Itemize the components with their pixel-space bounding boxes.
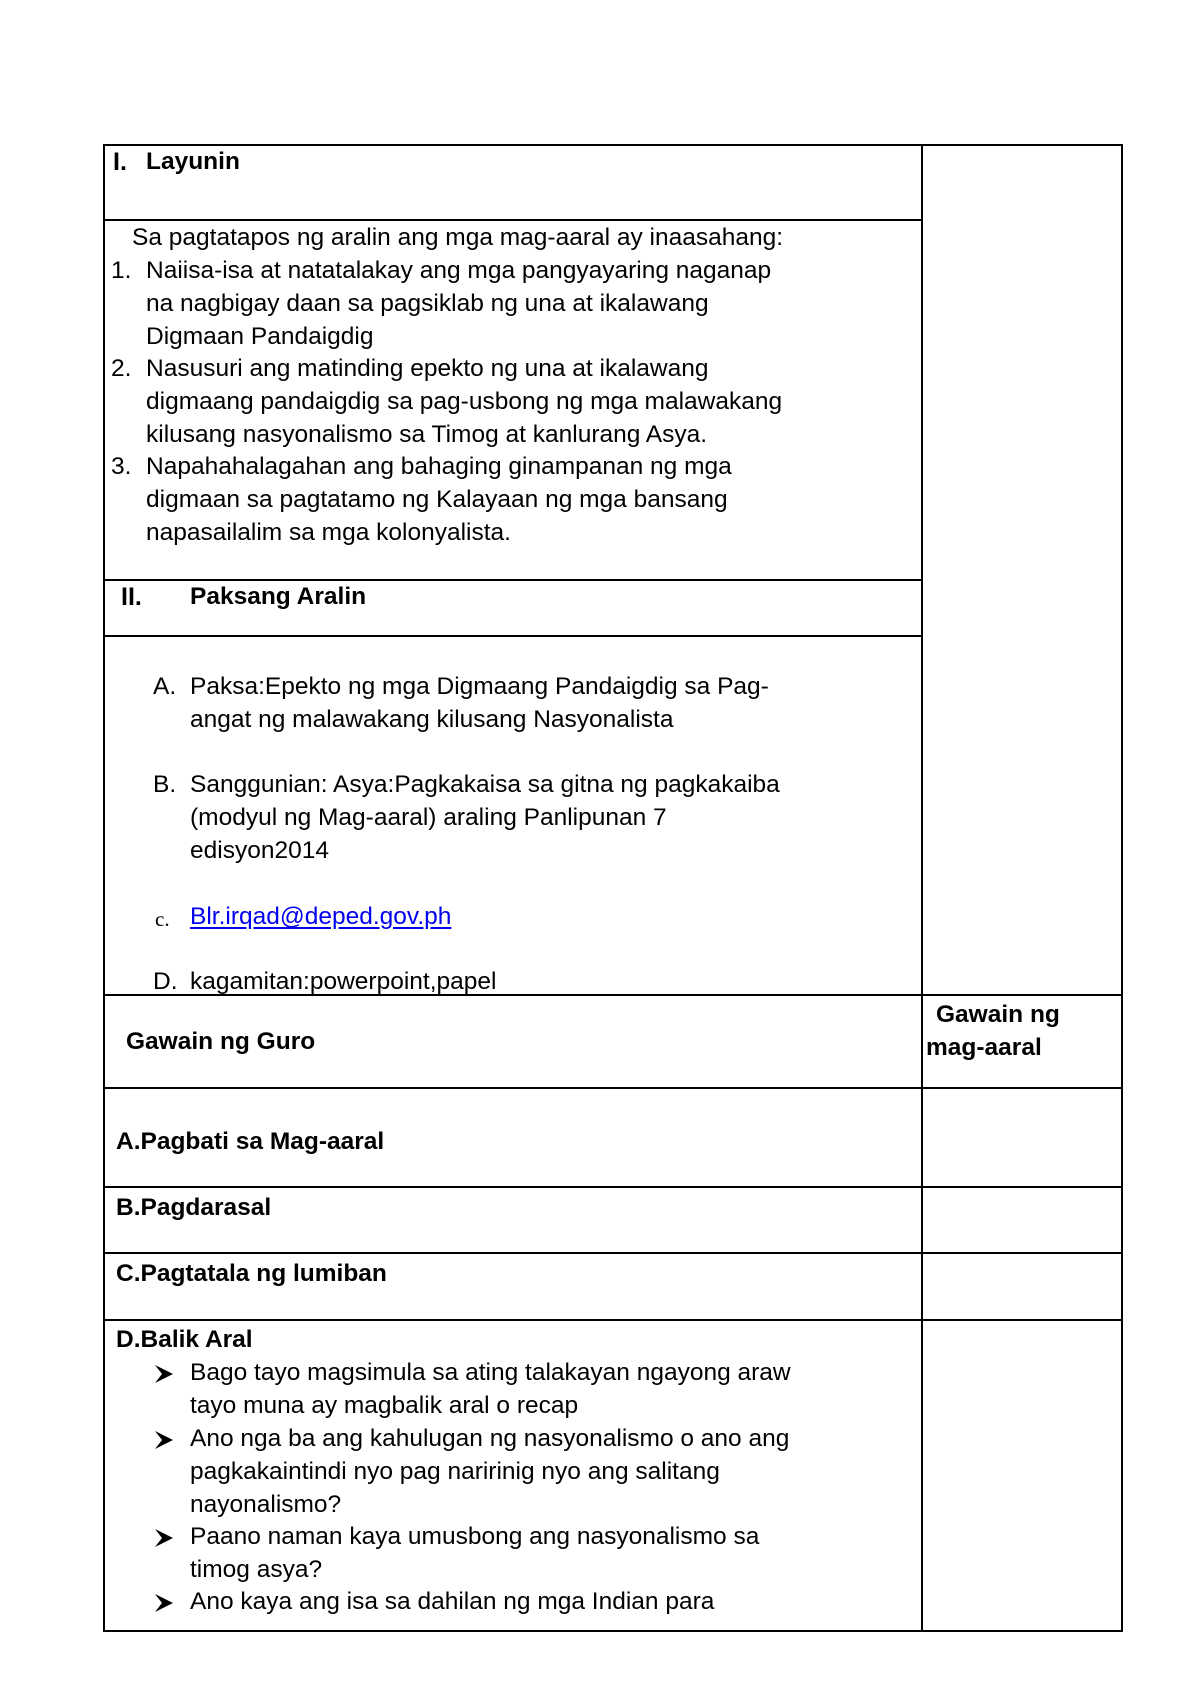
bullet-text-line: Paano naman kaya umusbong ang nasyonalismo sa [190,1523,760,1550]
sanggunian-text-line: (modyul ng Mag-aaral) araling Panlipunan 7 [190,804,667,831]
bullet-text-line: pagkakaintindi nyo pag naririnig nyo ang salitang [190,1458,720,1485]
bullet-text-line: Ano kaya ang isa sa dahilan ng mga Indian para [190,1588,715,1615]
objective-number: 3. [111,453,132,480]
objective-text-line: Digmaan Pandaigdig [146,323,374,350]
objective-text-line: na nagbigay daan sa pagsiklab ng una at ikalawang [146,290,709,317]
objective-text-line: napasailalim sa mga kolonyalista. [146,519,511,546]
step-balik-aral: D.Balik Aral [116,1326,253,1353]
objectives-intro: Sa pagtatapos ng aralin ang mga mag-aaral ay inaasahang: [132,224,784,251]
bullet-text-line: nayonalismo? [190,1491,342,1518]
bullet-text-line: tayo muna ay magbalik aral o recap [190,1392,579,1419]
item-letter: c. [155,907,170,931]
arrow-bullet-icon [153,1429,175,1451]
sanggunian-text-line: Sanggunian: Asya:Pagkakaisa sa gitna ng pagkakaiba [190,771,780,798]
section-numeral-layunin: I. [113,148,127,176]
objective-text-line: kilusang nasyonalismo sa Timog at kanlurang Asya. [146,421,708,448]
objective-number: 2. [111,355,132,382]
bullet-text-line: Ano nga ba ang kahulugan ng nasyonalismo o ano ang [190,1425,790,1452]
objective-text-line: digmaan sa pagtatamo ng Kalayaan ng mga bansang [146,486,728,513]
step-pagbati: A.Pagbati sa Mag-aaral [116,1128,385,1155]
item-letter: B. [153,771,177,798]
arrow-bullet-icon [153,1527,175,1549]
deped-email-link[interactable]: Blr.irqad@deped.gov.ph [190,903,452,930]
objective-text-line: Napahahalagahan ang bahaging ginampanan ng mga [146,453,732,480]
objective-text-line: Nasusuri ang matinding epekto ng una at ikalawang [146,355,709,382]
paksa-text-line: angat ng malawakang kilusang Nasyonalista [190,706,674,733]
objective-text-line: digmaang pandaigdig sa pag-usbong ng mga malawakang [146,388,783,415]
section-numeral-paksang-aralin: II. [121,583,142,611]
bullet-text-line: Bago tayo magsimula sa ating talakayan ngayong araw [190,1359,791,1386]
section-heading-layunin: Layunin [146,148,240,175]
item-letter: D. [153,968,178,995]
step-pagdarasal: B.Pagdarasal [116,1194,272,1221]
sanggunian-text-line: edisyon2014 [190,837,329,864]
kagamitan-text: kagamitan:powerpoint,papel [190,968,497,995]
item-letter: A. [153,673,177,700]
bullet-text-line: timog asya? [190,1556,323,1583]
step-pagtatala-ng-lumiban: C.Pagtatala ng lumiban [116,1260,387,1287]
objective-text-line: Naiisa-isa at natatalakay ang mga pangyayaring naganap [146,257,772,284]
section-heading-paksang-aralin: Paksang Aralin [190,583,367,610]
objective-number: 1. [111,257,132,284]
column-header-gawain-ng-mag-aaral: Gawain ng [936,1001,1060,1028]
arrow-bullet-icon [153,1592,175,1614]
paksa-text-line: Paksa:Epekto ng mga Digmaang Pandaigdig sa Pag- [190,673,769,700]
column-header-gawain-ng-guro: Gawain ng Guro [126,1028,316,1055]
arrow-bullet-icon [153,1363,175,1385]
column-header-gawain-ng-mag-aaral: mag-aaral [926,1034,1042,1061]
